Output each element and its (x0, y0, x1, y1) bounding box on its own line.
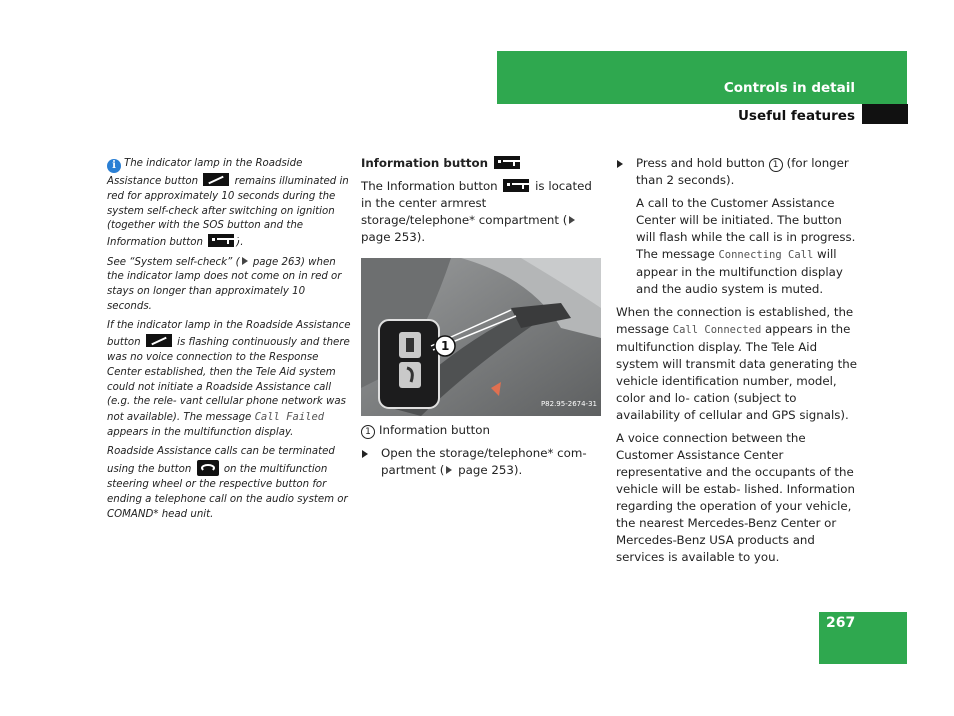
display-message: Connecting Call (718, 249, 814, 261)
step-text: page 253). (458, 463, 523, 477)
note-column (107, 157, 351, 527)
note-text: page 263) when the indicator lamp does not come on in red or stays on longer than approximately 10 seconds. (107, 256, 342, 312)
information-button-icon (494, 156, 520, 169)
information-button-icon (208, 234, 234, 247)
body-text: is located in the center armrest storage/telephone* compartment ( (361, 179, 592, 227)
figure-callout: 1 (441, 339, 450, 353)
note-text: is flashing continuously and there was no voice connection to the Response Center established, then the Tele Aid system could not initiate a Roadside Assistance call (e.g. the rele- vant cellular phone network was not available). The message (107, 337, 350, 424)
note-text: ). (236, 237, 244, 249)
roadside-assistance-icon (146, 334, 172, 347)
information-paragraph (361, 178, 601, 246)
connection-paragraph (616, 304, 858, 424)
step-text: Press and hold button (636, 156, 765, 170)
figure-caption (361, 422, 601, 439)
note-flashing (107, 319, 351, 440)
body-text: appears in the multifunction display. The Tele Aid system will transmit data generating the vehicle identification number, model, color and lo- cation (subject to availability of cellular and GPS signals). (616, 322, 857, 422)
figure-code: P82.95-2674-31 (540, 400, 597, 408)
display-message: Call Connected (672, 324, 762, 336)
end-call-icon (197, 460, 219, 476)
body-text: When the connection is established, the message (616, 305, 854, 336)
call-initiated-paragraph (616, 195, 858, 298)
call-procedure-column (616, 155, 858, 572)
body-text: will appear in the multifunction display and the audio system is muted. (636, 247, 843, 296)
note-text: appears in the multifunction display. (107, 426, 294, 438)
body-text: page 253). (361, 230, 426, 244)
information-heading (361, 155, 601, 172)
note-text: The indicator lamp in the Roadside Assistance button (107, 158, 303, 187)
note-text: If the indicator lamp in the Roadside Assistance button (107, 320, 351, 349)
page-number: 267 (826, 615, 856, 631)
body-text: The Information button (361, 179, 498, 193)
note-text: remains illuminated in red for approximately 10 seconds during the system self-check after switching on ignition (together with the SOS button and the Information button (107, 176, 349, 249)
note-terminate (107, 445, 351, 522)
caption-text: Information button (379, 423, 490, 437)
page-reference-arrow-icon (242, 257, 248, 265)
information-button-icon (503, 179, 529, 192)
body-text: A call to the Customer Assistance Center will be initiated. The button will flash while the call is in progress. The message (636, 196, 856, 261)
heading-text: Information button (361, 156, 489, 170)
step-text: (for longer than 2 seconds). (636, 156, 849, 187)
roadside-assistance-icon (203, 173, 229, 186)
note-self-check (107, 256, 351, 315)
note-text: See “System self-check” ( (107, 256, 240, 268)
info-icon: i (107, 159, 121, 173)
display-message: Call Failed (254, 411, 325, 424)
section-subtitle: Useful features (737, 108, 855, 124)
callout-number: 1 (769, 158, 783, 172)
header-tab-marker (862, 104, 908, 124)
note-text: on the multifunction steering wheel or the respective button for ending a telephone call on the audio system or COMAND* head unit. (107, 464, 348, 520)
callout-number: 1 (361, 425, 375, 439)
information-column (361, 155, 601, 485)
armrest-illustration (361, 258, 601, 416)
voice-connection-paragraph: A voice connection between the Customer Assistance Center representative and the occupants of the vehicle will be estab- lished. Information regarding the operation of your vehicle, the nearest Mercedes-Benz Center or Mercedes-Benz USA products and services is available to you. (616, 431, 855, 564)
page-reference-arrow-icon (446, 466, 452, 474)
armrest-figure (361, 258, 601, 416)
press-button-step (616, 155, 858, 189)
note-text: Roadside Assistance calls can be terminated using the button (107, 446, 335, 476)
section-title: Controls in detail (723, 80, 855, 96)
open-compartment-step (361, 445, 601, 479)
note-indicator-lamp (107, 157, 351, 251)
step-text: Open the storage/telephone* com- partment ( (381, 446, 587, 477)
header-band (497, 51, 907, 104)
page-reference-arrow-icon (569, 216, 575, 224)
